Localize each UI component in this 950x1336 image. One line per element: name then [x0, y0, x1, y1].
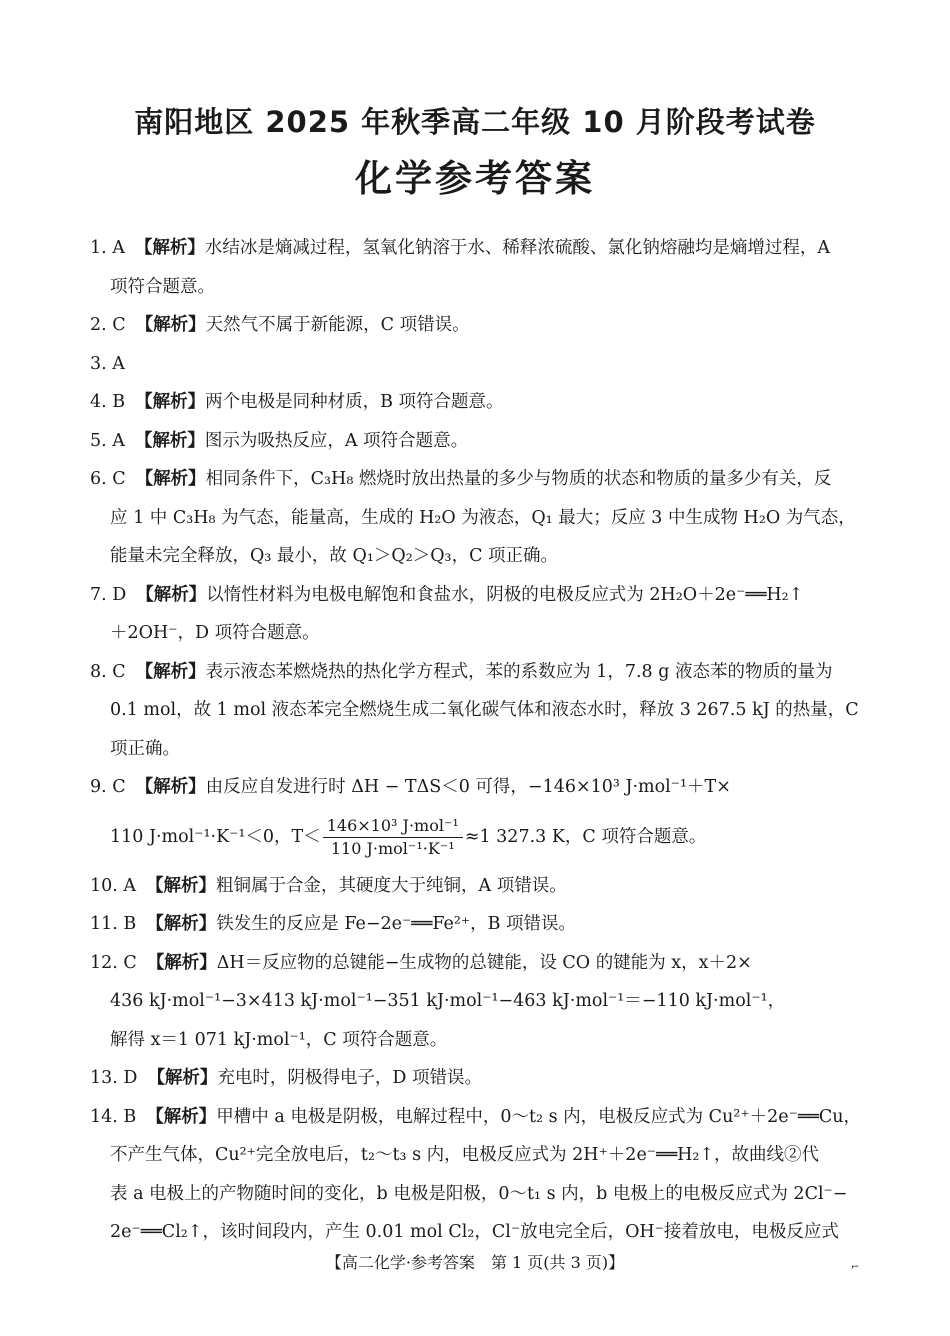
answer-item — [90, 1098, 862, 1252]
answer-list — [90, 229, 862, 1252]
answer-text: 铁发生的反应是 Fe−2e⁻══Fe²⁺，B 项错误。 — [216, 914, 577, 934]
answer-text: 436 kJ·mol⁻¹−3×413 kJ·mol⁻¹−351 kJ·mol⁻¹−463 kJ·mol⁻¹＝−110 kJ·mol⁻¹， — [110, 991, 786, 1011]
answer-line — [90, 576, 862, 615]
answer-text: 2e⁻══Cl₂↑，该时间段内，产生 0.01 mol Cl₂，Cl⁻放电完全后，OH⁻接着放电，电极反应式 — [110, 1222, 839, 1242]
answer-text: 相同条件下，C₃H₈ 燃烧时放出热量的多少与物质的状态和物质的量多少有关，反 — [205, 469, 832, 489]
answer-line — [90, 1021, 862, 1060]
fraction — [323, 815, 463, 860]
answer-line — [90, 768, 862, 807]
analysis-tag: 【解析】 — [146, 1106, 217, 1127]
answer-text: 水结冰是熵减过程，氢氧化钠溶于水、稀释浓硫酸、氯化钠熔融均是熵增过程，A — [204, 238, 831, 258]
answer-item — [90, 229, 862, 306]
answer-item — [90, 905, 862, 944]
analysis-tag: 【解析】 — [134, 430, 205, 451]
answer-line — [90, 1136, 862, 1175]
page-footer: 【高二化学·参考答案 第 1 页(共 3 页)】 — [325, 1253, 625, 1272]
answer-item — [90, 576, 862, 653]
answer-line — [90, 306, 862, 345]
corner-mark: ⌐ — [851, 1262, 860, 1273]
answer-number: 1. A — [90, 238, 125, 258]
answer-item — [90, 867, 862, 906]
answer-number: 3. A — [90, 353, 125, 374]
analysis-tag: 【解析】 — [135, 661, 206, 682]
answer-item — [90, 383, 862, 422]
answer-number: 4. B — [90, 392, 126, 412]
answer-text: 图示为吸热反应，A 项符合题意。 — [204, 430, 469, 451]
analysis-tag: 【解析】 — [146, 914, 217, 934]
answer-number: 13. D — [90, 1068, 138, 1088]
answer-number: 6. C — [90, 469, 126, 489]
answer-text: 0.1 mol，故 1 mol 液态苯完全燃烧生成二氧化碳气体和液态水时，释放 3 267.5 kJ 的热量，C — [110, 700, 859, 720]
answer-line — [90, 944, 862, 983]
answer-text: 充电时，阴极得电子，D 项错误。 — [217, 1068, 483, 1088]
exam-title: 南阳地区 2025 年秋季高二年级 10 月阶段考试卷 — [134, 105, 816, 139]
answer-line — [90, 499, 862, 538]
answer-line — [90, 905, 862, 944]
answer-text: 表 a 电极上的产物随时间的变化，b 电极是阳极，0～t₁ s 内，b 电极上的电极反应式为 2Cl⁻− — [110, 1183, 848, 1204]
analysis-tag: 【解析】 — [146, 875, 217, 896]
answer-line — [90, 691, 862, 730]
answer-item — [90, 306, 862, 345]
answer-item — [90, 422, 862, 461]
answer-number: 7. D — [90, 584, 127, 605]
answer-line — [90, 460, 862, 499]
fraction-numerator: 146×10³ J·mol⁻¹ — [323, 815, 463, 838]
analysis-tag: 【解析】 — [135, 392, 206, 412]
answer-number: 12. C — [90, 952, 137, 973]
answer-item — [90, 944, 862, 1060]
answer-line — [90, 867, 862, 906]
answer-number: 8. C — [90, 661, 126, 682]
answer-number: 14. B — [90, 1106, 137, 1127]
answer-number: 10. A — [90, 875, 137, 896]
fraction-prefix: 110 J·mol⁻¹·K⁻¹＜0，T＜ — [110, 826, 321, 847]
answer-number: 9. C — [90, 777, 126, 797]
analysis-tag: 【解析】 — [146, 952, 217, 973]
answer-text: 项正确。 — [110, 738, 180, 759]
answer-text: 粗铜属于合金，其硬度大于纯铜，A 项错误。 — [216, 875, 567, 896]
answer-text: 以惰性材料为电极电解饱和食盐水，阴极的电极反应式为 2H₂O＋2e⁻══H₂↑ — [206, 584, 804, 605]
answer-text: 由反应自发进行时 ΔH − TΔS＜0 可得，−146×10³ J·mol⁻¹＋T× — [205, 777, 731, 797]
answer-line — [90, 537, 862, 576]
answer-text: 天然气不属于新能源，C 项错误。 — [205, 315, 470, 335]
answer-line-fraction — [90, 807, 862, 867]
analysis-tag: 【解析】 — [147, 1068, 218, 1088]
answer-text: 解得 x＝1 071 kJ·mol⁻¹，C 项符合题意。 — [110, 1029, 448, 1050]
answer-text: ＋2OH⁻，D 项符合题意。 — [110, 623, 320, 643]
answer-text: 能量未完全释放，Q₃ 最小，故 Q₁＞Q₂＞Q₃，C 项正确。 — [110, 546, 559, 566]
answer-line — [90, 982, 862, 1021]
page-title: 化学参考答案 — [355, 157, 595, 200]
analysis-tag: 【解析】 — [134, 238, 205, 258]
analysis-tag: 【解析】 — [136, 584, 207, 605]
answer-item — [90, 345, 862, 384]
answer-number: 5. A — [90, 430, 125, 451]
answer-line — [90, 614, 862, 653]
answer-item — [90, 1059, 862, 1098]
answer-text: 不产生气体，Cu²⁺完全放电后，t₂～t₃ s 内，电极反应式为 2H⁺＋2e⁻══H₂↑，故曲线②代 — [110, 1145, 820, 1165]
answer-line — [90, 1059, 862, 1098]
answer-item — [90, 460, 862, 576]
answer-text: 项符合题意。 — [110, 276, 215, 297]
fraction-denominator: 110 J·mol⁻¹·K⁻¹ — [330, 838, 455, 858]
answer-number: 11. B — [90, 914, 137, 934]
answer-text: 表示液态苯燃烧热的热化学方程式，苯的系数应为 1，7.8 g 液态苯的物质的量为 — [205, 661, 833, 682]
answer-line — [90, 653, 862, 692]
analysis-tag: 【解析】 — [135, 777, 206, 797]
answer-line — [90, 345, 862, 384]
answer-line — [90, 229, 862, 268]
answer-item — [90, 653, 862, 769]
answer-line — [90, 1175, 862, 1214]
answer-line — [90, 1213, 862, 1252]
answer-line — [90, 1098, 862, 1137]
answer-item — [90, 768, 862, 867]
answer-line — [90, 268, 862, 307]
answer-line — [90, 730, 862, 769]
answer-number: 2. C — [90, 315, 126, 335]
analysis-tag: 【解析】 — [135, 469, 206, 489]
answer-text: 应 1 中 C₃H₈ 为气态，能量高，生成的 H₂O 为液态，Q₁ 最大；反应 3 中生成物 H₂O 为气态， — [110, 507, 856, 528]
answer-text: ΔH＝反应物的总键能−生成物的总键能，设 CO 的键能为 x，x＋2× — [216, 952, 752, 973]
analysis-tag: 【解析】 — [135, 315, 206, 335]
answer-line — [90, 422, 862, 461]
answer-text: 甲槽中 a 电极是阴极，电解过程中，0～t₂ s 内，电极反应式为 Cu²⁺＋2e⁻══Cu， — [216, 1106, 862, 1127]
answer-line — [90, 383, 862, 422]
fraction-suffix: ≈1 327.3 K，C 项符合题意。 — [464, 826, 707, 847]
answer-text: 两个电极是同种材质，B 项符合题意。 — [205, 392, 504, 412]
